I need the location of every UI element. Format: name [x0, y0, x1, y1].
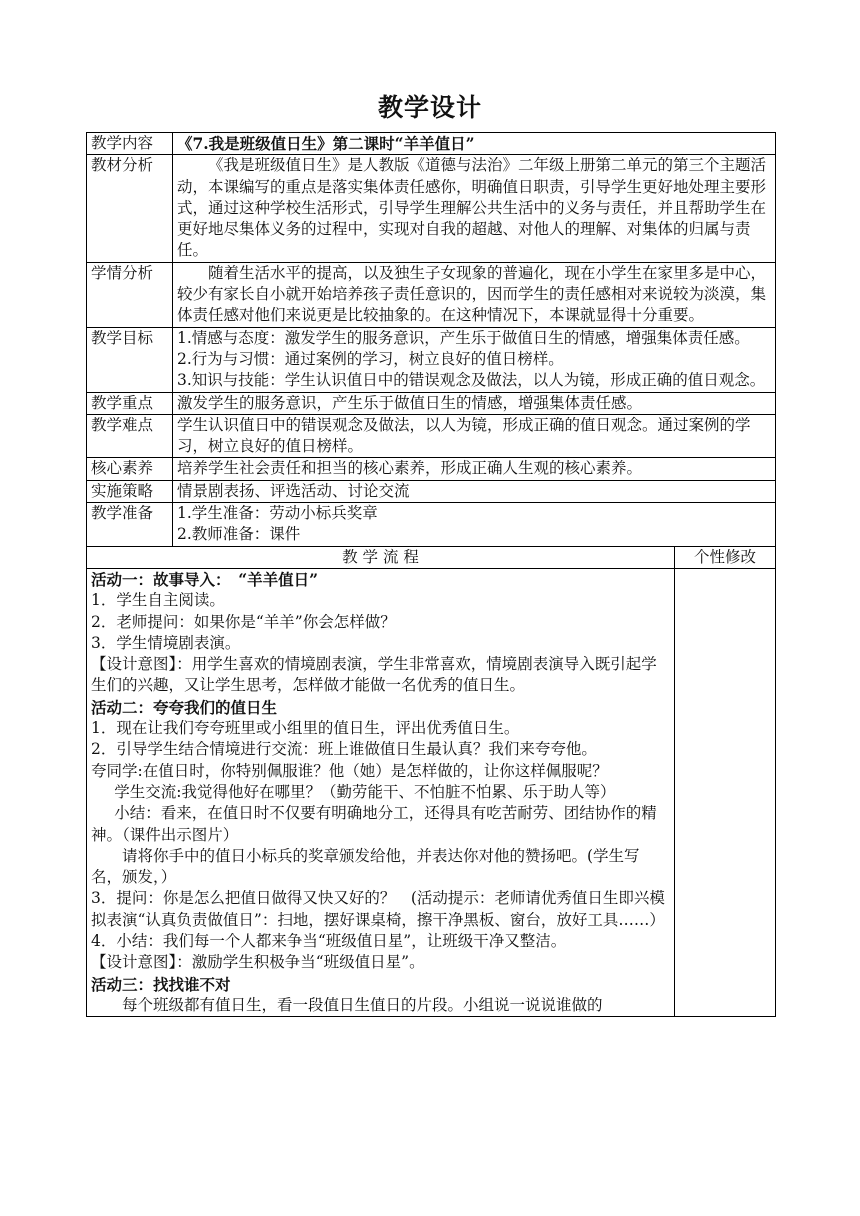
activity2-line: 3．提问：你是怎么把值日做得又快又好的？ (活动提示：老师请优秀值日生即兴模拟表演“认真负责做值日”：扫地，摆好课桌椅，擦干净黑板、窗台，放好工具……） [91, 889, 665, 929]
value-students: 随着生活水平的提高，以及独生子女现象的普遍化，现在小学生在家里多是中心，较少有家长自小就开始培养孩子责任意识的，因而学生的责任感相对来说较为淡漠，集体责任感对他们来说更是比较抽象的。在这种情况下，本课就显得十分重要。 [173, 262, 776, 327]
activity1-line: 2．老师提问：如果你是“羊羊”你会怎样做？ [91, 612, 396, 631]
row-focus [87, 392, 776, 414]
label-literacy: 核心素养 [87, 458, 173, 480]
activity3-line: 每个班级都有值日生，看一段值日生值日的片段。小组说一说说谁做的 [122, 995, 603, 1014]
goal-item: 1.情感与态度：激发学生的服务意识，产生乐于做值日生的情感，增强集体责任感。 [177, 328, 750, 347]
activity2-intent: 【设计意图】：激励学生积极争当“班级值日星”。 [91, 953, 425, 972]
label-content: 教学内容 [87, 133, 173, 155]
prep-item: 2.教师准备：课件 [177, 525, 301, 544]
activity2-title: 活动二：夸夸我们的值日生 [91, 697, 278, 717]
value-prep [173, 503, 776, 547]
label-difficulty: 教学难点 [87, 414, 173, 458]
value-material: 《我是班级值日生》是人教版《道德与法治》二年级上册第二单元的第三个主题活动，本课编写的重点是落实集体责任感你，明确值日职责，引导学生更好地处理主要形式，通过这种学校生活形式，引导学生理解公共生活中的义务与责任，并且帮助学生在更好地尽集体义务的过程中，实现对自我的超越、对他人的理解、对集体的归属与责任。 [173, 155, 776, 262]
row-goals [87, 327, 776, 392]
label-material: 教材分析 [87, 155, 173, 262]
row-flow-header [87, 546, 776, 568]
row-students [87, 262, 776, 327]
value-difficulty: 学生认识值日中的错误观念及做法，以人为镜，形成正确的值日观念。通过案例的学习，树立良好的值日榜样。 [173, 414, 776, 458]
row-prep [87, 503, 776, 547]
label-students: 学情分析 [87, 262, 173, 327]
row-flow-body [87, 568, 776, 1016]
goal-item: 2.行为与习惯：通过案例的学习，树立良好的值日榜样。 [177, 349, 564, 368]
flow-header: 教 学 流 程 [87, 546, 675, 568]
activity2-line: 夸同学:在值日时，你特别佩服谁？他（她）是怎样做的，让你这样佩服呢？ [91, 761, 608, 780]
side-header: 个性修改 [675, 546, 776, 568]
label-goals: 教学目标 [87, 327, 173, 392]
value-goals [173, 327, 776, 392]
activity2-line: 4．小结：我们每一个人都来争当“班级值日星”，让班级干净又整洁。 [91, 931, 567, 950]
prep-item: 1.学生准备：劳动小标兵奖章 [177, 504, 378, 523]
value-literacy: 培养学生社会责任和担当的核心素养，形成正确人生观的核心素养。 [173, 458, 776, 480]
personal-notes-cell [675, 568, 776, 1016]
value-strategy: 情景剧表扬、评选活动、讨论交流 [173, 480, 776, 502]
activity1-line: 3．学生情境剧表演。 [91, 633, 241, 652]
row-strategy [87, 480, 776, 502]
activity2-line: 学生交流:我觉得他好在哪里？（勤劳能干、不怕脏不怕累、乐于助人等） [114, 782, 616, 801]
lesson-plan-table [86, 132, 776, 1017]
value-focus: 激发学生的服务意识，产生乐于做值日生的情感，增强集体责任感。 [173, 392, 776, 414]
row-difficulty [87, 414, 776, 458]
activity2-line: 请将你手中的值日小标兵的奖章颁发给他，并表达你对他的赞扬吧。(学生写名，颁发，） [91, 846, 640, 887]
activity1-intent: 【设计意图】：用学生喜欢的情境剧表演，学生非常喜欢，情境剧表演导入既引起学生们的兴趣，又让学生思考，怎样做才能做一名优秀的值日生。 [91, 655, 657, 695]
label-prep: 教学准备 [87, 503, 173, 547]
row-content [87, 133, 776, 155]
activity2-line: 2．引导学生结合情境进行交流：班上谁做值日生最认真？我们来夸夸他。 [91, 740, 597, 759]
activity1-line: 1．学生自主阅读。 [91, 591, 225, 610]
goal-item: 3.知识与技能：学生认识值日中的错误观念及做法，以人为镜，形成正确的值日观念。 [177, 371, 766, 390]
row-literacy [87, 458, 776, 480]
label-focus: 教学重点 [87, 392, 173, 414]
activity3-title: 活动三：找找谁不对 [91, 974, 231, 994]
activity2-line: 小结：看来，在值日时不仅要有明确地分工，还得具有吃苦耐劳、团结协作的精神。（课件出示图片） [91, 804, 657, 844]
value-content: 《7.我是班级值日生》第二课时“羊羊值日” [173, 133, 776, 155]
activity1-title: 活动一：故事导入： “羊羊值日” [91, 569, 319, 589]
activity2-line: 1．现在让我们夸夸班里或小组里的值日生，评出优秀值日生。 [91, 719, 520, 738]
flow-body [87, 568, 675, 1016]
label-strategy: 实施策略 [87, 480, 173, 502]
document-title: 教学设计 [377, 93, 482, 122]
row-material [87, 155, 776, 262]
